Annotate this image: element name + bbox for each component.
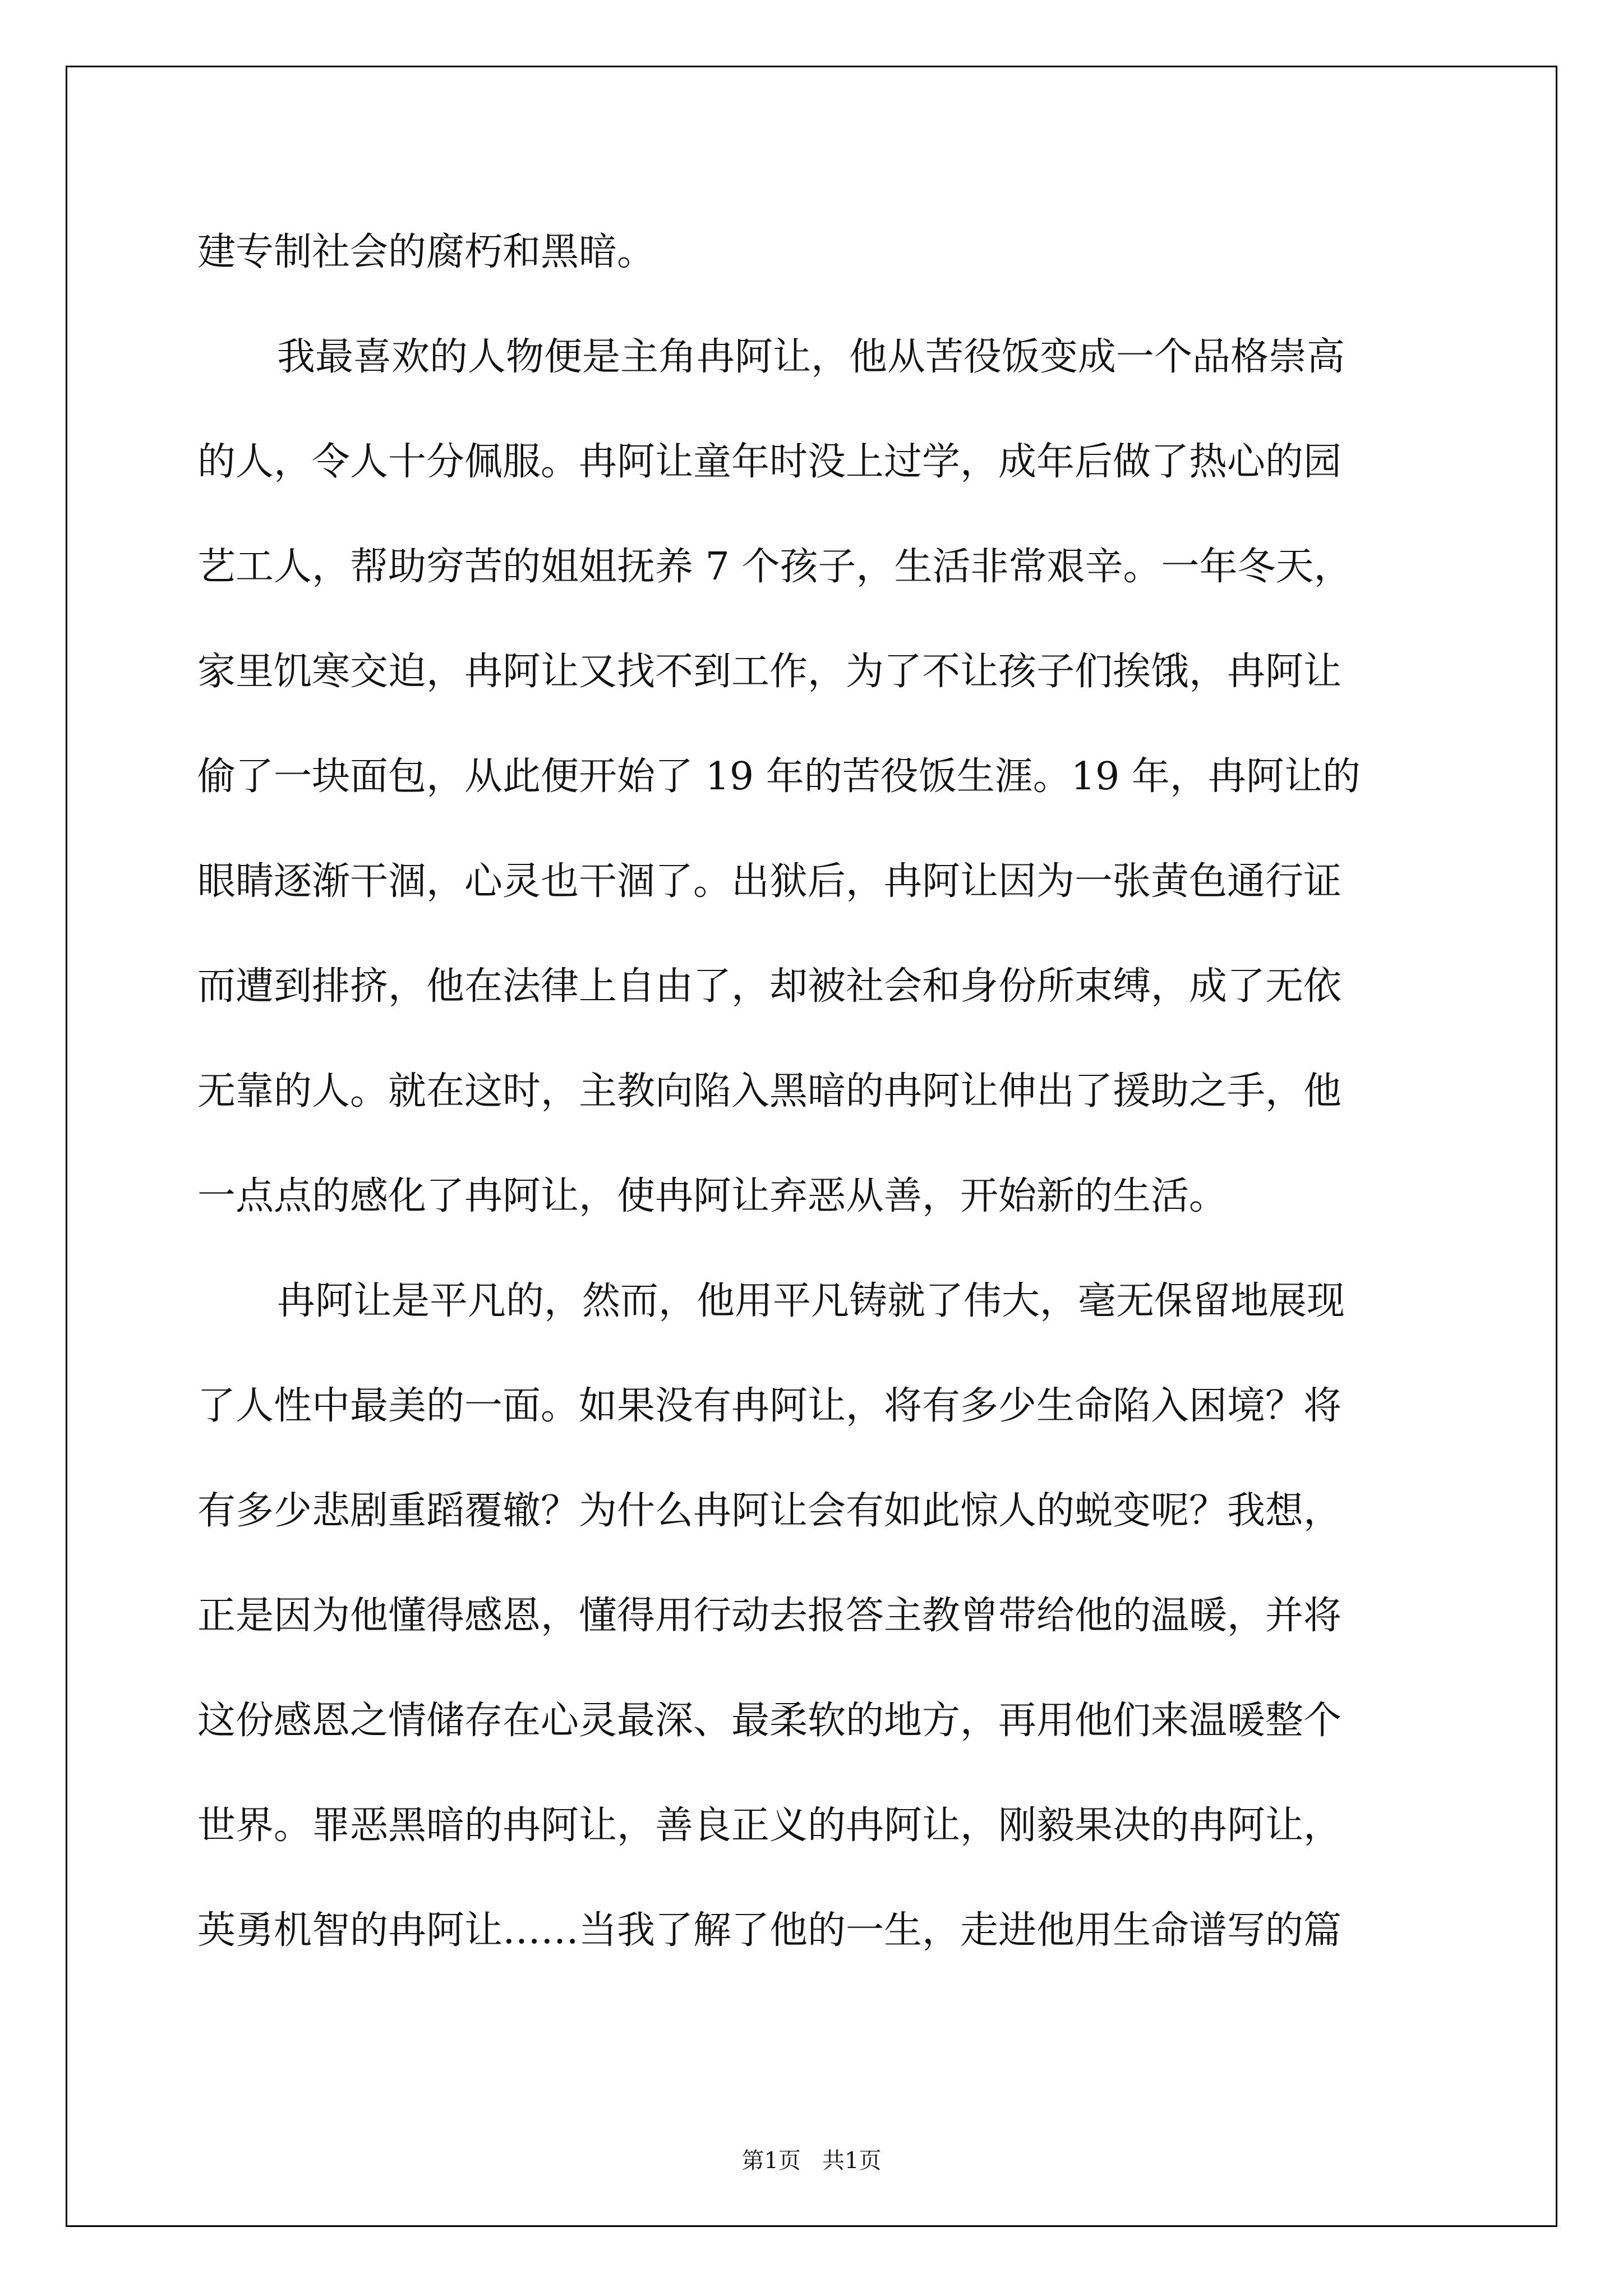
text-line: 这份感恩之情储存在心灵最深、最柔软的地方，再用他们来温暖整个 bbox=[197, 1699, 1342, 1743]
text-line: 建专制社会的腐朽和黑暗。 bbox=[197, 230, 656, 274]
text-line: 冉阿让是平凡的，然而，他用平凡铸就了伟大，毫无保留地展现 bbox=[277, 1279, 1345, 1323]
text-line: 有多少悲剧重蹈覆辙？为什么冉阿让会有如此惊人的蜕变呢？我想， bbox=[197, 1489, 1342, 1533]
text-line: 无靠的人。就在这时，主教向陷入黑暗的冉阿让伸出了援助之手，他 bbox=[197, 1069, 1342, 1114]
text-line: 正是因为他懂得感恩，懂得用行动去报答主教曾带给他的温暖，并将 bbox=[197, 1594, 1342, 1638]
text-line: 而遭到排挤，他在法律上自由了，却被社会和身份所束缚，成了无依 bbox=[197, 964, 1342, 1009]
text-line: 家里饥寒交迫，冉阿让又找不到工作，为了不让孩子们挨饿，冉阿让 bbox=[197, 650, 1342, 694]
text-line: 了人性中最美的一面。如果没有冉阿让，将有多少生命陷入困境？将 bbox=[197, 1384, 1342, 1428]
text-line: 一点点的感化了冉阿让，使冉阿让弃恶从善，开始新的生活。 bbox=[197, 1174, 1228, 1218]
text-line: 我最喜欢的人物便是主角冉阿让，他从苦役饭变成一个品格崇高 bbox=[277, 335, 1345, 379]
text-line: 世界。罪恶黑暗的冉阿让，善良正义的冉阿让，刚毅果决的冉阿让， bbox=[197, 1803, 1342, 1848]
page-number-footer: 第1页 共1页 bbox=[741, 2148, 882, 2174]
text-line: 眼睛逐渐干涸，心灵也干涸了。出狱后，冉阿让因为一张黄色通行证 bbox=[197, 859, 1342, 904]
text-line: 偷了一块面包，从此便开始了 19 年的苦役饭生涯。19 年，冉阿让的 bbox=[197, 754, 1361, 799]
text-line: 英勇机智的冉阿让……当我了解了他的一生，走进他用生命谱写的篇 bbox=[197, 1908, 1342, 1953]
text-line: 艺工人，帮助穷苦的姐姐抚养 7 个孩子，生活非常艰辛。一年冬天， bbox=[197, 545, 1352, 589]
text-line: 的人，令人十分佩服。冉阿让童年时没上过学，成年后做了热心的园 bbox=[197, 440, 1342, 484]
